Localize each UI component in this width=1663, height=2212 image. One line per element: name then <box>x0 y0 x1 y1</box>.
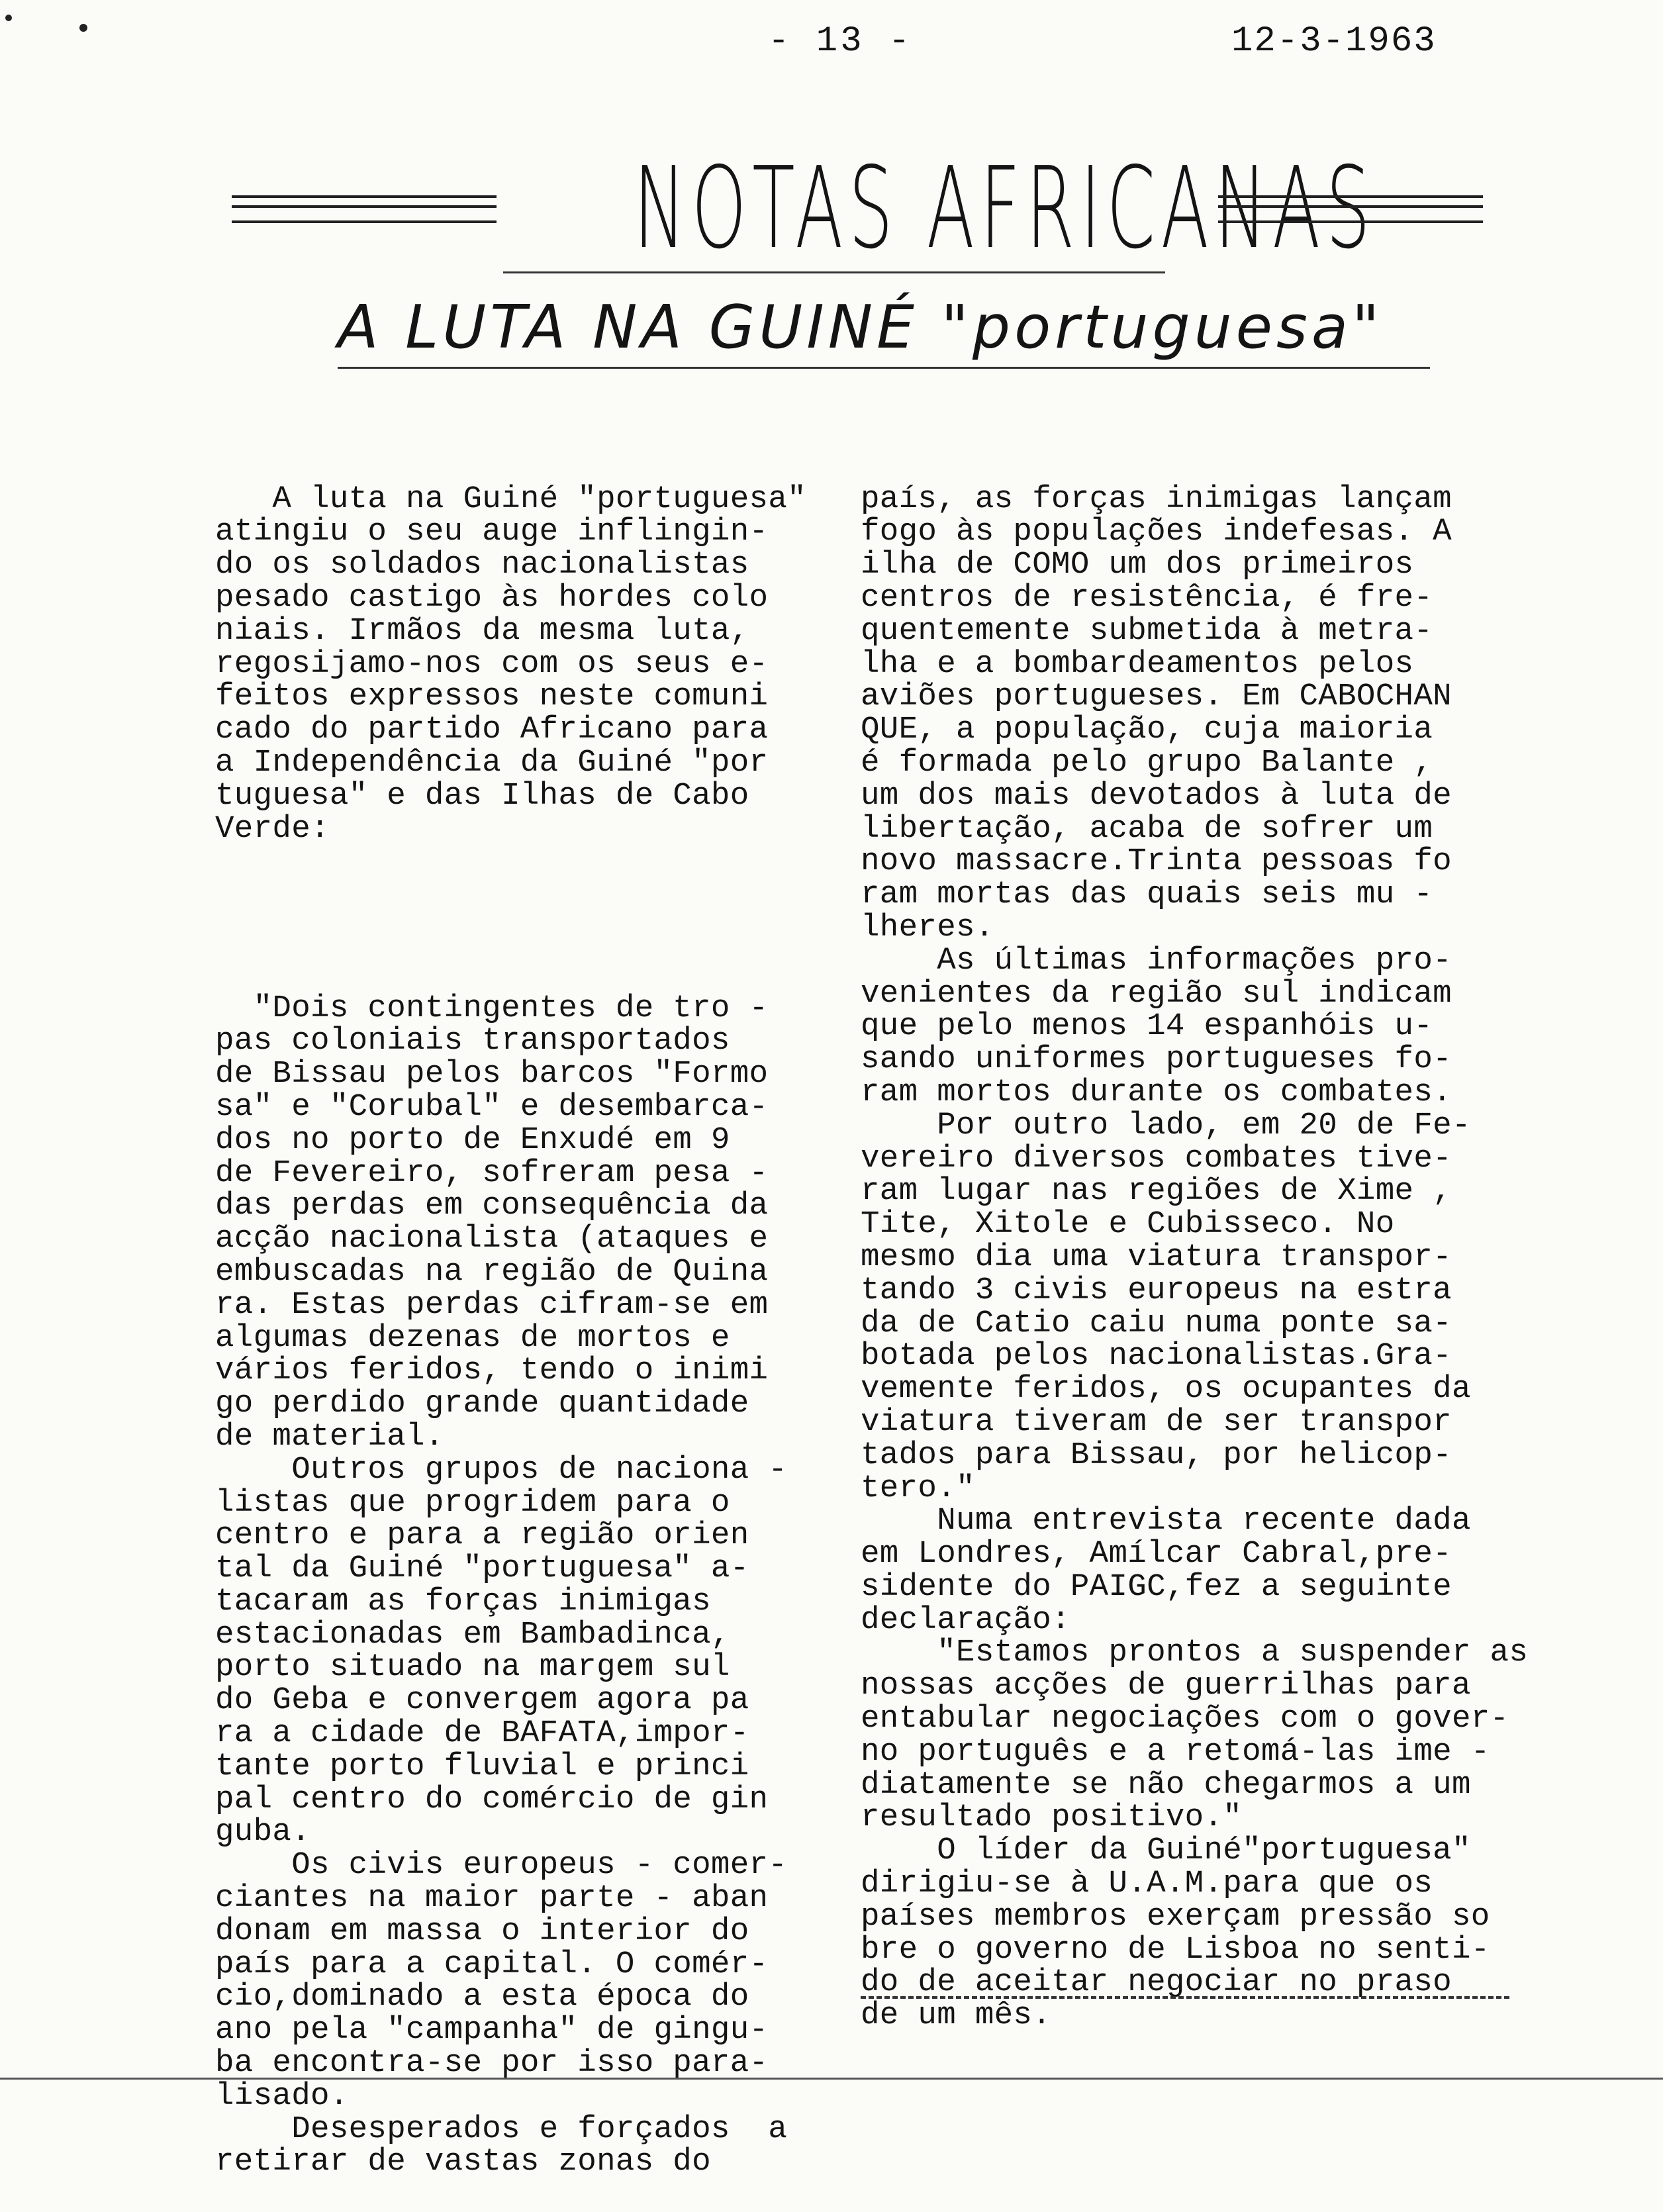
article-column-right <box>861 417 1528 2066</box>
masthead <box>218 143 1509 274</box>
end-rule <box>861 1996 1509 1999</box>
masthead-underline <box>503 271 1165 273</box>
article-title: A LUTA NA GUINÉ "portuguesa" <box>338 291 1430 369</box>
document-date: 12-3-1963 <box>1231 21 1437 62</box>
paragraph: país, as forças inimigas lançam fogo às populações indefesas. A ilha de COMO um dos primeiros centros de resistência, é fre- quentemente submetida à metra- lha e a bombardeamentos pelos aviões portugueses. Em CABOCHAN QUE, a população, cuja maioria é formada pelo grupo Balante , um dos mais devotados à luta de libertação, acaba de sofrer um novo massacre.Trinta pessoas fo ram mortas das quais seis mu - lheres. As últimas informações pro- venientes da região sul indicam que pelo menos 14 espanhóis u- sando uniformes portugueses fo- ram mortos durante os combates. Por outro lado, em 20 de Fe- vereiro diversos combates tive- ram lugar nas regiões de Xime , Tite, Xitole e Cubisseco. No mesmo dia uma viatura transpor- tando 3 civis europeus na estra da de Catio caiu numa ponte sa- botada pelos nacionalistas.Gra- vemente feridos, os ocupantes da viatura tiveram de ser transpor tados para Bissau, por helicop- tero." Numa entrevista recente dada em Londres, Amílcar Cabral,pre- sidente do PAIGC,fez a seguinte declaração: "Estamos prontos a suspender as nossas acções de guerrilhas para entabular negociações com o gover- no português e a retomá-las ime - diatamente se não chegarmos a um resultado positivo." O líder da Guiné"portuguesa" dirigiu-se à U.A.M.para que os países membros exerçam pressão so bre o governo de Lisboa no senti- do de aceitar negociar no praso de um mês. <box>861 481 1529 2034</box>
page-number: - 13 - <box>768 21 913 62</box>
ink-speck <box>79 24 87 32</box>
ink-speck <box>5 15 12 21</box>
masthead-rule-left <box>232 195 497 223</box>
page-edge-line <box>0 2078 1663 2080</box>
masthead-title: NOTAS AFRICANAS <box>634 143 1376 274</box>
masthead-rule-right <box>1218 195 1483 223</box>
article-column-left <box>215 417 806 2212</box>
paragraph: "Dois contingentes de tro - pas coloniais transportados de Bissau pelos barcos "Formo sa" e "Corubal" e desembarca- dos no porto de Enxudé em 9 de Fevereiro, sofreram pesa - das perdas em consequência da acção nacionalista (ataques e embuscadas na região de Quina ra. Estas perdas cifram-se em algumas dezenas de mortos e vários feridos, tendo o inimi go perdido grande quantidade de material. Outros grupos de naciona - listas que progridem para o centro e para a região orien tal da Guiné "portuguesa" a- tacaram as forças inimigas estacionadas em Bambadinca, porto situado na margem sul do Geba e convergem agora pa ra a cidade de BAFATA,impor- tante porto fluvial e princi pal centro do comércio de gin guba. Os civis europeus - comer- ciantes na maior parte - aban donam em massa o interior do país para a capital. O comér- cio,dominado a esta época do ano pela "campanha" de gingu- ba encontra-se por isso para- lisado. Desesperados e forçados a retirar de vastas zonas do <box>215 990 788 2180</box>
paragraph: A luta na Guiné "portuguesa" atingiu o seu auge inflingin- do os soldados nacionalistas pesado castigo às hordes colo niais. Irmãos da mesma luta, regosijamo-nos com os seus e- feitos expressos neste comuni cado do partido Africano para a Independência da Guiné "por tuguesa" e das Ilhas de Cabo Verde: <box>215 481 806 847</box>
